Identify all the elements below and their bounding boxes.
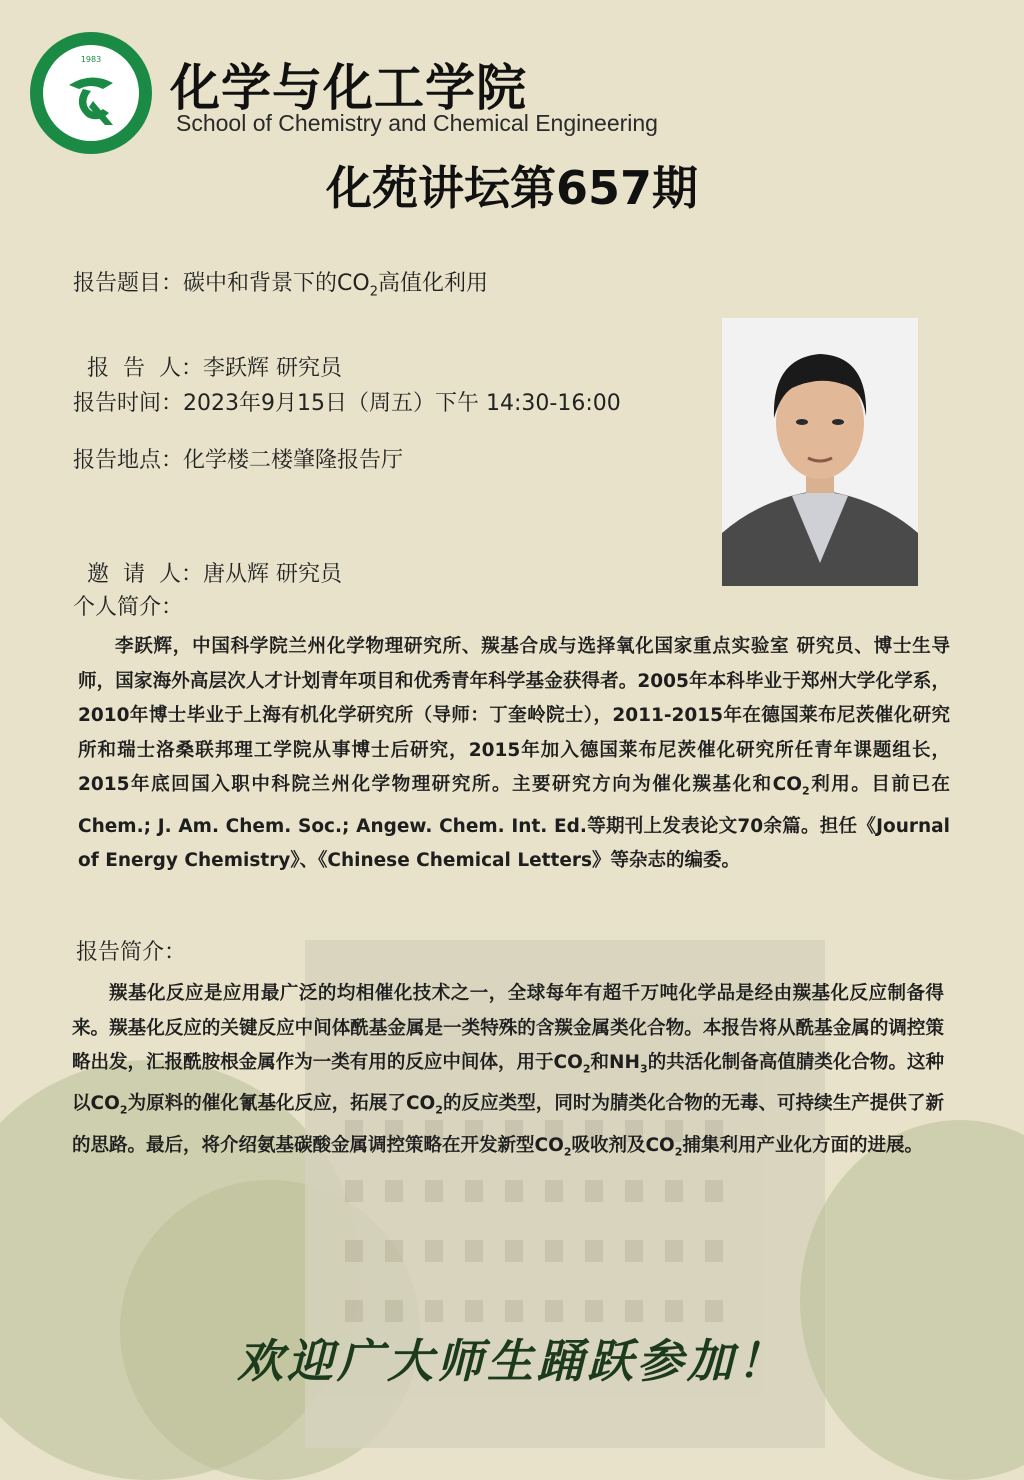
- school-name-en: School of Chemistry and Chemical Engineering: [176, 110, 658, 136]
- abstract-subscript: 2: [674, 1145, 683, 1159]
- abstract-text-end: 捕集利用产业化方面的进展。: [682, 1134, 923, 1156]
- logo-emblem-icon: [43, 45, 139, 141]
- background-tree: [800, 1120, 1024, 1480]
- inviter-line: [73, 532, 342, 588]
- abstract-text: 的反应类型，同时为腈类化合物的无毒、可持续生产提供了新的思路。最后，将介绍氨基碳酸金属调控策略在开发新型CO: [72, 1093, 944, 1156]
- speaker-label: 报 告 人：: [87, 356, 203, 381]
- abstract-text: 和NH: [590, 1052, 641, 1074]
- place-label: 报告地点：: [73, 448, 184, 473]
- topic-line: [73, 266, 488, 299]
- bio-paragraph: [78, 630, 950, 879]
- abstract-subscript: 2: [563, 1145, 572, 1159]
- time-value: 2023年9月15日（周五）下午 14:30-16:00: [183, 391, 621, 416]
- inviter-label: 邀 请 人：: [87, 562, 203, 587]
- bio-text-end: 利用。目前已在Chem.; J. Am. Chem. Soc.; Angew. Chem. Int. Ed.等期刊上发表论文70余篇。担任《Journal of Energy Chemistry》、《Chinese Chemical Letters》等杂志的编委。: [78, 774, 950, 872]
- time-line: [73, 386, 621, 417]
- time-label: 报告时间：: [73, 391, 184, 416]
- topic-label: 报告题目：: [73, 271, 184, 296]
- bio-heading: 个人简介：: [73, 595, 184, 620]
- abstract-subscript: 2: [582, 1062, 591, 1076]
- place-line: [73, 443, 403, 474]
- abstract-text: 为原料的催化氰基化反应，拓展了CO: [127, 1093, 436, 1115]
- speaker-photo: [722, 318, 918, 586]
- topic-subscript: 2: [369, 284, 378, 300]
- logo-year: 1983: [80, 55, 102, 64]
- abstract-subscript: 2: [435, 1104, 443, 1118]
- abstract-text: 吸收剂及CO: [571, 1134, 675, 1156]
- topic-text-end: 高值化利用: [377, 271, 488, 296]
- inviter-value: 唐从辉 研究员: [202, 562, 342, 587]
- bio-text: 李跃辉，中国科学院兰州化学物理研究所、羰基合成与选择氧化国家重点实验室 研究员、博士生导师，国家海外高层次人才计划青年项目和优秀青年科学基金获得者。2005年本科毕业于郑州大学化学系，2010年博士毕业于上海有机化学研究所（导师：丁奎岭院士），2011-2015年在德国莱布尼茨催化研究所和瑞士洛桑联邦理工学院从事博士后研究，2015年加入德国莱布尼茨催化研究所任青年课题组长，2015年底回国入职中科院兰州化学物理研究所。主要研究方向为催化羰基化和CO: [78, 636, 950, 796]
- topic-text: 碳中和背景下的CO: [183, 271, 370, 296]
- abstract-heading: 报告简介：: [76, 940, 187, 965]
- school-logo: [30, 32, 152, 154]
- abstract-text: 羰基化反应是应用最广泛的均相催化技术之一，全球每年有超千万吨化学品是经由羰基化反应制备得来。羰基化反应的关键反应中间体酰基金属是一类特殊的含羰金属类化合物。本报告将从酰基金属的调控策略出发，汇报酰胺根金属作为一类有用的反应中间体，用于CO: [72, 983, 944, 1074]
- abstract-subscript: 3: [640, 1062, 648, 1076]
- bio-subscript: 2: [801, 785, 810, 799]
- place-value: 化学楼二楼肇隆报告厅: [183, 448, 404, 473]
- abstract-paragraph: [72, 977, 944, 1170]
- abstract-text: 的共活化制备高值腈类化合物。这种以CO: [72, 1052, 944, 1115]
- speaker-portrait-icon: [722, 318, 918, 586]
- speaker-value: 李跃辉 研究员: [202, 356, 342, 381]
- school-name-cn: 化学与化工学院: [170, 59, 527, 117]
- welcome-slogan: 欢迎广大师生踊跃参加！: [237, 1334, 787, 1388]
- issue-title: 化苑讲坛第657期: [325, 161, 699, 215]
- abstract-subscript: 2: [119, 1104, 128, 1118]
- speaker-line: [73, 326, 342, 382]
